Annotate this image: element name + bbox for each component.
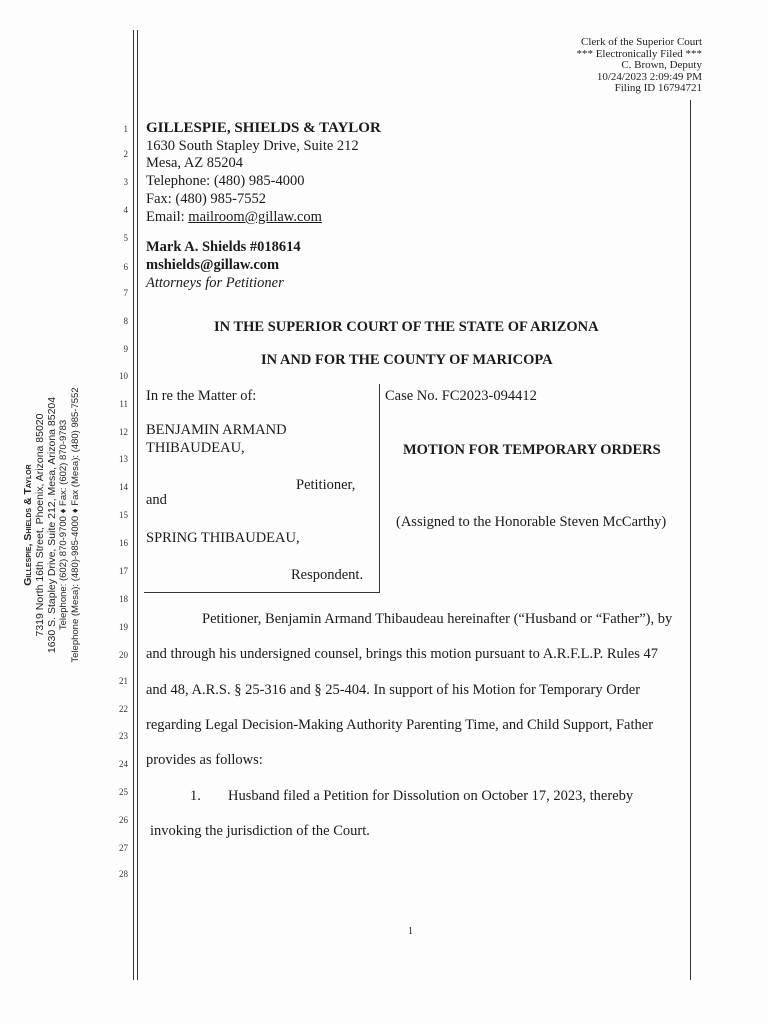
attorney-name: Mark A. Shields #018614 (146, 239, 301, 255)
line-number: 12 (119, 427, 128, 437)
left-margin-rule-2 (137, 30, 138, 980)
line-number: 20 (119, 650, 128, 660)
attorney-email: mshields@gillaw.com (146, 257, 280, 273)
email-link[interactable]: mailroom@gillaw.com (188, 209, 322, 225)
sidebar-phone: Telephone (Mesa): (480)-985-4000 ♦ Fax (Mesa): (480) 985-7552 (70, 387, 81, 663)
petitioner-label: Petitioner, (296, 477, 356, 493)
attorney-role: Attorneys for Petitioner (146, 275, 284, 291)
clerk-line: C. Brown, Deputy (621, 59, 702, 71)
line-number: 13 (119, 454, 128, 464)
line-number: 28 (119, 869, 128, 879)
line-number: 7 (123, 288, 128, 298)
sidebar-firm-name: Gillespie, Shields & Taylor (22, 464, 34, 586)
line-number: 5 (123, 233, 128, 243)
case-number: Case No. FC2023-094412 (385, 388, 537, 404)
line-number: 4 (123, 205, 128, 215)
line-number: 3 (123, 177, 128, 187)
body-line: regarding Legal Decision-Making Authority Parenting Time, and Child Support, Father (146, 717, 654, 733)
sidebar-address: 7319 North 16th Street, Phoenix, Arizona 85020 (34, 413, 46, 637)
line-number: 9 (123, 344, 128, 354)
line-number: 11 (119, 399, 128, 409)
body-line: Petitioner, Benjamin Armand Thibaudeau hereinafter (“Husband or “Father”), by (202, 611, 673, 627)
body-line: provides as follows: (146, 752, 263, 768)
firm-telephone: Telephone: (480) 985-4000 (146, 173, 305, 189)
respondent-name: SPRING THIBAUDEAU, (146, 530, 300, 546)
firm-name: GILLESPIE, SHIELDS & TAYLOR (146, 120, 381, 136)
sidebar-phone: Telephone: (602) 870-9700 ♦ Fax: (602) 870-9783 (58, 419, 69, 631)
body-line: Husband filed a Petition for Dissolution on October 17, 2023, thereby (228, 788, 634, 804)
page-number: 1 (408, 926, 413, 937)
firm-email (146, 208, 322, 226)
line-number: 2 (123, 149, 128, 159)
clerk-line: Clerk of the Superior Court (581, 36, 702, 48)
line-number: 16 (119, 538, 128, 548)
line-number: 26 (119, 815, 128, 825)
paragraph-number: 1. (190, 788, 201, 804)
petitioner-name: BENJAMIN ARMAND (146, 422, 287, 438)
line-number: 18 (119, 594, 128, 604)
firm-city: Mesa, AZ 85204 (146, 155, 244, 171)
line-number: 8 (123, 316, 128, 326)
line-number: 19 (119, 622, 128, 632)
clerk-line: *** Electronically Filed *** (576, 47, 702, 60)
line-number: 6 (123, 262, 128, 272)
sidebar-address: 1630 S. Stapley Drive, Suite 212, Mesa, Arizona 85204 (46, 396, 58, 654)
firm-fax: Fax: (480) 985-7552 (146, 191, 267, 207)
line-number: 21 (119, 676, 128, 686)
line-number: 14 (119, 482, 128, 492)
left-margin-rule-1 (133, 30, 134, 980)
motion-title: MOTION FOR TEMPORARY ORDERS (403, 442, 661, 458)
line-number: 10 (119, 371, 128, 381)
caption-divider-horizontal (144, 592, 380, 593)
judge-assignment: (Assigned to the Honorable Steven McCarthy) (396, 514, 667, 530)
line-number: 25 (119, 787, 128, 797)
line-number: 22 (119, 704, 128, 714)
body-line: and through his undersigned counsel, brings this motion pursuant to A.R.F.L.P. Rules 47 (146, 646, 658, 662)
clerk-line: Filing ID 16794721 (614, 82, 702, 94)
email-label: Email: (146, 209, 189, 225)
court-title: IN THE SUPERIOR COURT OF THE STATE OF ARIZONA (214, 319, 599, 335)
line-number: 24 (119, 759, 128, 769)
caption-matter: In re the Matter of: (146, 388, 257, 404)
firm-address: 1630 South Stapley Drive, Suite 212 (146, 138, 359, 154)
right-margin-rule (690, 100, 691, 980)
line-number: 1 (123, 124, 128, 134)
line-number: 27 (119, 843, 128, 853)
court-county: IN AND FOR THE COUNTY OF MARICOPA (261, 352, 553, 368)
respondent-label: Respondent. (291, 567, 364, 583)
body-line: invoking the jurisdiction of the Court. (150, 823, 370, 839)
line-number: 17 (119, 566, 128, 576)
caption-and: and (146, 492, 167, 508)
line-number: 15 (119, 510, 128, 520)
clerk-line: 10/24/2023 2:09:49 PM (596, 70, 702, 83)
petitioner-name: THIBAUDEAU, (146, 440, 245, 456)
clerk-filing-stamp (576, 37, 702, 95)
body-line: and 48, A.R.S. § 25-316 and § 25-404. In support of his Motion for Temporary Order (146, 682, 641, 698)
line-number: 23 (119, 731, 128, 741)
caption-divider-vertical (379, 384, 380, 592)
